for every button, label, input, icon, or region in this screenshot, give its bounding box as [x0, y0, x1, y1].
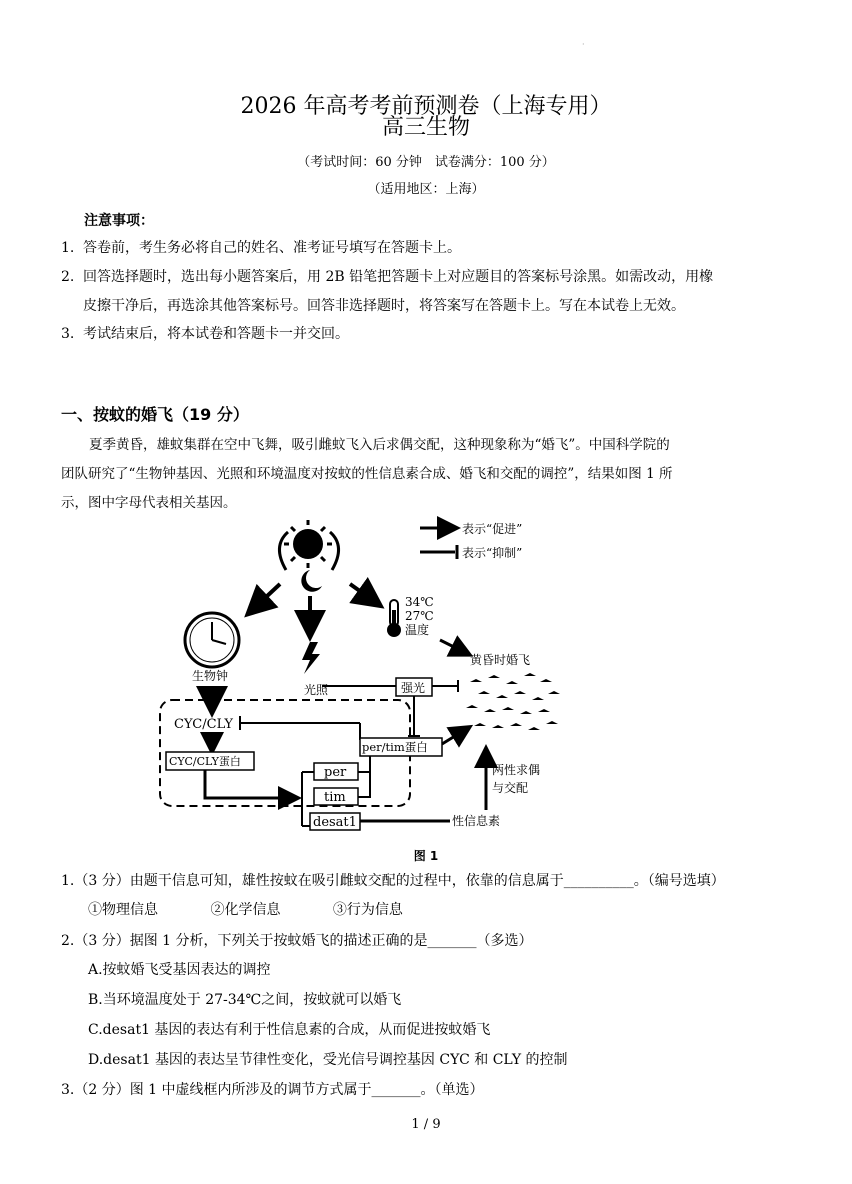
moon-icon	[301, 570, 322, 592]
question-2: 2.（3 分）据图 1 分析，下列关于按蚊婚飞的描述正确的是_______（多选）	[61, 933, 533, 949]
option-c: C.desat1 基因的表达有利于性信息素的合成，从而促进按蚊婚飞	[88, 1022, 491, 1038]
clock-icon	[185, 613, 239, 667]
question-3: 3.（2 分）图 1 中虚线框内所涉及的调节方式属于_______。（单选）	[61, 1082, 484, 1098]
option-b: B.当环境温度处于 27-34℃之间，按蚊就可以婚飞	[88, 992, 402, 1008]
legend-inhibit: 表示“抑制”	[462, 546, 523, 560]
clock-label: 生物钟	[192, 669, 229, 683]
intro-line: 夏季黄昏，雄蚊集群在空中飞舞，吸引雌蚊飞入后求偶交配，这种现象称为“婚飞”。中国科学院的	[89, 437, 670, 453]
temp-label: 温度	[405, 623, 430, 637]
option: ②化学信息	[210, 902, 281, 918]
pheromone-label: 性信息素	[452, 814, 501, 828]
scan-dot: ·	[582, 40, 585, 49]
page-subtitle: 高三生物	[381, 115, 470, 140]
section-title: 一、按蚊的婚飞（19 分）	[61, 405, 249, 424]
figure-1-diagram	[150, 514, 600, 844]
notice-item: 3. 考试结束后，将本试卷和答题卡一并交回。	[61, 326, 349, 342]
notice-item: 2. 回答选择题时，选出每小题答案后，用 2B 铅笔把答题卡上对应题目的答案标号涂黑。如需改动，用橡	[61, 269, 714, 285]
pertim-protein-label: per/tim蛋白	[362, 740, 428, 754]
question-1-options	[88, 896, 852, 925]
desat-gene-label: desat1	[313, 815, 357, 830]
question-1: 1.（3 分）由题干信息可知，雄性按蚊在吸引雌蚊交配的过程中，依靠的信息属于__________。（编号选填）	[61, 873, 725, 889]
per-gene-label: per	[324, 765, 347, 780]
exam-time-info: （考试时间：60 分钟 试卷满分：100 分）	[297, 155, 555, 170]
lightning-icon	[302, 642, 320, 674]
dusk-flight-label: 黄昏时婚飞	[470, 653, 531, 667]
legend-promote: 表示“促进”	[462, 522, 523, 536]
cyc-gene-label: CYC/CLY	[174, 717, 233, 732]
thermometer-icon	[387, 600, 401, 637]
option-a: A.按蚊婚飞受基因表达的调控	[88, 962, 271, 978]
notice-heading: 注意事项：	[84, 213, 154, 229]
mating-label-2: 与交配	[492, 781, 529, 795]
page-title: 2026 年高考考前预测卷（上海专用）	[240, 94, 612, 119]
mating-label-1: 两性求偶	[492, 763, 541, 777]
notice-item-continued: 皮擦干净后，再选涂其他答案标号。回答非选择题时，将答案写在答题卡上。写在本试卷上无效。	[83, 298, 685, 314]
sun-icon	[284, 520, 332, 568]
figure-caption: 图 1	[413, 849, 439, 863]
page-number: 1 / 9	[411, 1117, 441, 1132]
intro-line: 团队研究了“生物钟基因、光照和环境温度对按蚊的性信息素合成、婚飞和交配的调控”，结果如图 1 所	[61, 466, 673, 482]
notice-item: 1. 答卷前，考生务必将自己的姓名、准考证号填写在答题卡上。	[61, 240, 461, 256]
option: ①物理信息	[88, 902, 158, 918]
temp-low: 27℃	[405, 609, 434, 623]
strong-light-label: 强光	[401, 681, 426, 695]
option-d: D.desat1 基因的表达呈节律性变化，受光信号调控基因 CYC 和 CLY 的控制	[88, 1052, 568, 1068]
intro-line: 示，图中字母代表相关基因。	[61, 495, 237, 511]
tim-gene-label: tim	[324, 790, 346, 805]
option: ③行为信息	[332, 902, 403, 918]
temp-high: 34℃	[405, 595, 434, 609]
light-label: 光照	[304, 683, 329, 697]
mosquito-swarm-icon	[466, 673, 560, 730]
cyc-protein-label: CYC/CLY蛋白	[169, 755, 241, 768]
exam-region-info: （适用地区：上海）	[367, 182, 485, 197]
